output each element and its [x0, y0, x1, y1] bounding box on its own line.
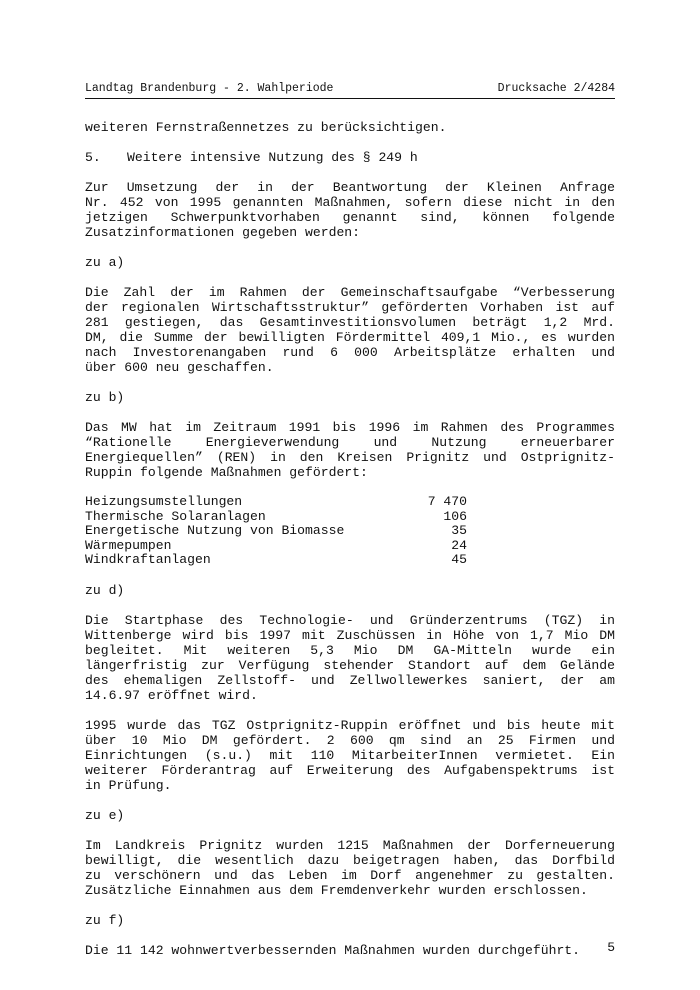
paragraph-line: bewilligt, die wesentlich dazu beigetragen haben, das Dorfbild: [85, 852, 615, 868]
section-number: 5.: [85, 150, 101, 165]
paragraph-0: weiteren Fernstraßennetzes zu berücksichtigen.: [85, 120, 447, 135]
paragraph-6: [85, 838, 615, 898]
paragraph-line: Die Zahl der im Rahmen der Gemeinschaftsaufgabe “Verbesserung: [85, 285, 615, 300]
measure-value: 24: [451, 537, 467, 553]
label-zu-e: zu e): [85, 807, 125, 823]
paragraph-line: über 10 Mio DM gefördert. 2 600 qm sind an 25 Firmen und: [85, 732, 615, 748]
paragraph-line: begleitet. Mit weiteren 5,3 Mio DM GA-Mitteln wurde ein: [85, 642, 615, 658]
measure-value: 7 470: [427, 494, 467, 509]
table-row: [85, 524, 467, 539]
paragraph-line: Nr. 452 von 1995 genannten Maßnahmen, sofern diese nicht in den: [85, 195, 615, 210]
paragraph-line: längerfristig zur Verfügung stehender Standort auf dem Gelände: [85, 657, 615, 673]
measure-name: Energetische Nutzung von Biomasse: [85, 523, 345, 538]
paragraph-2: [85, 285, 615, 375]
measure-name: Heizungsumstellungen: [85, 494, 243, 509]
paragraph-line: DM, die Summe der bewilligten Fördermittel 409,1 Mio., es wurden: [85, 330, 615, 345]
paragraph-line: jetzigen Schwerpunktvorhaben genannt sind, können folgende: [85, 210, 615, 225]
header-left: Landtag Brandenburg - 2. Wahlperiode: [85, 82, 334, 95]
page-number: 5: [607, 940, 615, 955]
label-zu-a: zu a): [85, 255, 125, 270]
measure-name: Thermische Solaranlagen: [85, 508, 266, 524]
measure-name: Windkraftanlagen: [85, 552, 211, 567]
header-right: Drucksache 2/4284: [497, 82, 615, 95]
paragraph-line: weiterer Förderantrag auf Erweiterung des Aufgabenspektrums ist: [85, 762, 615, 778]
table-row: [85, 553, 467, 568]
measure-value: 35: [451, 523, 467, 538]
paragraph-line: Einrichtungen (s.u.) mit 110 MitarbeiterInnen vermietet. Ein: [85, 747, 615, 763]
paragraph-line: über 600 neu geschaffen.: [85, 360, 274, 375]
paragraph-1: [85, 180, 615, 240]
paragraph-line: Ruppin folgende Maßnahmen gefördert:: [85, 465, 368, 480]
paragraph-line: Das MW hat im Zeitraum 1991 bis 1996 im Rahmen des Programmes: [85, 420, 615, 435]
paragraph-line: in Prüfung.: [85, 777, 172, 793]
paragraph-line: 14.6.97 eröffnet wird.: [85, 687, 258, 703]
table-row: [85, 495, 467, 510]
paragraph-line: 1995 wurde das TGZ Ostprignitz-Ruppin eröffnet und bis heute mit: [85, 717, 615, 733]
paragraph-line: Die Startphase des Technologie- und Gründerzentrums (TGZ) in: [85, 612, 615, 628]
section-title: Weitere intensive Nutzung des § 249 h: [127, 150, 418, 165]
page-header: [85, 82, 615, 99]
paragraph-line: Wittenberge wird bis 1997 mit Zuschüssen in Höhe von 1,7 Mio DM: [85, 627, 615, 643]
paragraph-line: Zusatzinformationen gegeben werden:: [85, 225, 361, 240]
section-heading: [85, 150, 615, 165]
label-zu-b: zu b): [85, 390, 125, 405]
paragraph-line: “Rationelle Energieverwendung und Nutzung erneuerbarer: [85, 435, 615, 450]
paragraph-line: 281 gestiegen, das Gesamtinvestitionsvolumen beträgt 1,2 Mrd.: [85, 315, 615, 330]
table-row: [85, 510, 467, 525]
paragraph-5: [85, 718, 615, 793]
paragraph-line: Zusätzliche Einnahmen aus dem Fremdenverkehr wurden erschlossen.: [85, 882, 588, 898]
paragraph-4: [85, 613, 615, 703]
paragraph-line: der regionalen Wirtschaftsstruktur” geförderten Vorhaben ist auf: [85, 300, 615, 315]
document-body: [85, 120, 615, 973]
paragraph-7: Die 11 142 wohnwertverbessernden Maßnahmen wurden durchgeführt.: [85, 942, 581, 958]
measures-table: [85, 495, 467, 568]
paragraph-line: Energiequellen” (REN) in den Kreisen Prignitz und Ostprignitz-: [85, 450, 615, 465]
paragraph-line: nach Investorenangaben rund 6 000 Arbeitsplätze erhalten und: [85, 345, 615, 360]
measure-value: 45: [451, 552, 467, 567]
label-zu-d: zu d): [85, 582, 125, 598]
table-row: [85, 539, 467, 554]
paragraph-line: des ehemaligen Zellstoff- und Zellwollewerkes saniert, der am: [85, 672, 615, 688]
paragraph-line: Im Landkreis Prignitz wurden 1215 Maßnahmen der Dorferneuerung: [85, 837, 615, 853]
measure-name: Wärmepumpen: [85, 537, 172, 553]
paragraph-line: Zur Umsetzung der in der Beantwortung der Kleinen Anfrage: [85, 180, 615, 195]
paragraph-3: [85, 420, 615, 480]
measure-value: 106: [443, 508, 467, 524]
label-zu-f: zu f): [85, 912, 125, 928]
paragraph-line: zu verschönern und das Leben im Dorf angenehmer zu gestalten.: [85, 867, 615, 883]
